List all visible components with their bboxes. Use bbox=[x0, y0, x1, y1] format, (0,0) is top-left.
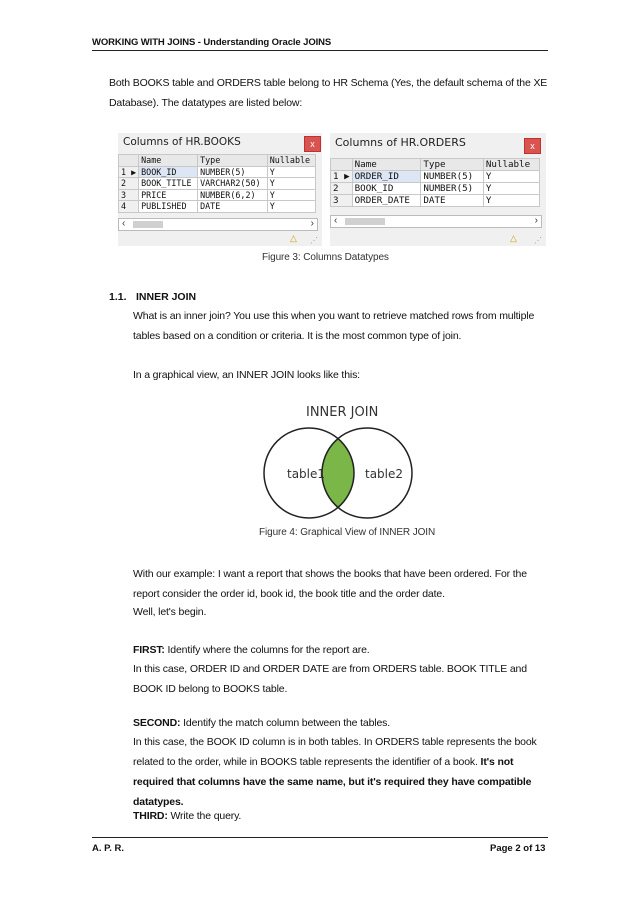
corner-header bbox=[119, 155, 139, 167]
table-row[interactable] bbox=[331, 171, 540, 183]
books-window-title: Columns of HR.BOOKS bbox=[123, 136, 241, 148]
column-header-name[interactable]: Name bbox=[139, 155, 198, 167]
cell-nullable[interactable]: Y bbox=[483, 195, 539, 207]
scroll-right-icon[interactable]: › bbox=[310, 218, 314, 229]
orders-window-title: Columns of HR.ORDERS bbox=[335, 136, 466, 149]
section-number: 1.1. bbox=[109, 291, 127, 303]
inner-join-graphic-intro: In a graphical view, an INNER JOIN looks like this: bbox=[133, 369, 360, 381]
column-header-name[interactable]: Name bbox=[352, 159, 421, 171]
venn-title: INNER JOIN bbox=[306, 405, 379, 420]
third-step-label: THIRD: bbox=[133, 810, 168, 822]
column-header-type[interactable]: Type bbox=[421, 159, 483, 171]
orders-horizontal-scrollbar[interactable] bbox=[330, 215, 542, 228]
books-columns-window bbox=[118, 133, 322, 246]
inner-join-definition: What is an inner join? You use this when you want to retrieve matched rows from multiple tables based on a condition or criteria. It is the most common type of join. bbox=[133, 310, 535, 342]
orders-close-button[interactable]: x bbox=[524, 138, 541, 154]
table-row[interactable] bbox=[119, 201, 316, 213]
page-number: Page 2 of 13 bbox=[490, 843, 546, 854]
intro-paragraph: Both BOOKS table and ORDERS table belong to HR Schema (Yes, the default schema of the XE Database). The datatypes are listed below: bbox=[109, 77, 548, 109]
scroll-left-icon[interactable]: ‹ bbox=[334, 215, 338, 226]
first-step bbox=[133, 640, 549, 660]
scroll-right-icon[interactable]: › bbox=[534, 215, 538, 226]
cell-name[interactable]: BOOK_ID bbox=[139, 166, 198, 178]
scroll-thumb[interactable] bbox=[345, 218, 385, 225]
row-number: 2 bbox=[119, 178, 139, 190]
table-row[interactable] bbox=[331, 195, 540, 207]
row-number: 2 bbox=[331, 183, 353, 195]
cell-nullable[interactable]: Y bbox=[483, 183, 539, 195]
cell-type[interactable]: DATE bbox=[421, 195, 483, 207]
cell-type[interactable]: NUMBER(5) bbox=[421, 183, 483, 195]
cell-name[interactable]: PRICE bbox=[139, 189, 198, 201]
second-step-detail bbox=[133, 732, 549, 812]
orders-columns-grid bbox=[330, 158, 540, 207]
first-step-detail: In this case, ORDER ID and ORDER DATE are from ORDERS table. BOOK TITLE and BOOK ID belong to BOOKS table. bbox=[133, 663, 527, 695]
row-number: 1 ▶ bbox=[331, 171, 353, 183]
running-header: WORKING WITH JOINS - Understanding Oracle JOINS bbox=[92, 37, 332, 48]
cell-name[interactable]: BOOK_TITLE bbox=[139, 178, 198, 190]
column-header-nullable[interactable]: Nullable bbox=[483, 159, 539, 171]
figure-3-caption: Figure 3: Columns Datatypes bbox=[262, 252, 389, 263]
table-row[interactable] bbox=[119, 189, 316, 201]
cell-name[interactable]: PUBLISHED bbox=[139, 201, 198, 213]
cell-type[interactable]: DATE bbox=[198, 201, 268, 213]
cell-type[interactable]: NUMBER(6,2) bbox=[198, 189, 268, 201]
row-number: 1 ▶ bbox=[119, 166, 139, 178]
resize-grip-icon[interactable]: ⋰ bbox=[534, 236, 542, 245]
cell-nullable[interactable]: Y bbox=[483, 171, 539, 183]
cell-type[interactable]: NUMBER(5) bbox=[198, 166, 268, 178]
row-number: 3 bbox=[331, 195, 353, 207]
books-columns-grid bbox=[118, 154, 316, 213]
cell-nullable[interactable]: Y bbox=[267, 178, 315, 190]
lets-begin-text: Well, let's begin. bbox=[133, 606, 207, 618]
orders-columns-window bbox=[330, 133, 546, 246]
row-pointer-icon: ▶ bbox=[344, 171, 350, 182]
footer-rule bbox=[92, 837, 548, 838]
table-row[interactable] bbox=[119, 166, 316, 178]
cell-type[interactable]: NUMBER(5) bbox=[421, 171, 483, 183]
cell-name[interactable]: ORDER_DATE bbox=[352, 195, 421, 207]
books-close-button[interactable]: x bbox=[304, 136, 321, 152]
section-title: INNER JOIN bbox=[136, 291, 197, 303]
second-step-label: SECOND: bbox=[133, 717, 181, 729]
scroll-left-icon[interactable]: ‹ bbox=[122, 218, 126, 229]
second-step-text: Identify the match column between the tables. bbox=[180, 717, 391, 729]
row-pointer-icon: ▶ bbox=[131, 166, 137, 177]
books-horizontal-scrollbar[interactable] bbox=[118, 218, 318, 231]
header-rule bbox=[92, 50, 548, 51]
column-header-type[interactable]: Type bbox=[198, 155, 268, 167]
cell-nullable[interactable]: Y bbox=[267, 201, 315, 213]
warning-icon: △ bbox=[510, 233, 517, 243]
cell-type[interactable]: VARCHAR2(50) bbox=[198, 178, 268, 190]
corner-header bbox=[331, 159, 353, 171]
venn-right-label: table2 bbox=[365, 467, 404, 481]
first-step-label: FIRST: bbox=[133, 644, 165, 656]
table-row[interactable] bbox=[119, 178, 316, 190]
second-step-emphasis: It's not required that columns have the same name, but it's required they have compatible datatypes. bbox=[133, 756, 532, 808]
third-step-text: Write the query. bbox=[167, 810, 242, 822]
third-step bbox=[133, 806, 549, 826]
figure-4-caption: Figure 4: Graphical View of INNER JOIN bbox=[259, 527, 436, 538]
example-paragraph: With our example: I want a report that shows the books that have been ordered. For the report consider the order id, book id, the book title and the order date. bbox=[133, 568, 527, 600]
first-step-text: Identify where the columns for the report are. bbox=[164, 644, 370, 656]
row-number: 3 bbox=[119, 189, 139, 201]
cell-name[interactable]: BOOK_ID bbox=[352, 183, 421, 195]
row-number: 4 bbox=[119, 201, 139, 213]
warning-icon: △ bbox=[290, 233, 297, 243]
table-row[interactable] bbox=[331, 183, 540, 195]
venn-left-label: table1 bbox=[287, 467, 326, 481]
second-step-detail-text: In this case, the BOOK ID column is in both tables. In ORDERS table represents the book related to the order, while in BOOKS table represents the identifier of a book. bbox=[133, 736, 537, 768]
cell-nullable[interactable]: Y bbox=[267, 189, 315, 201]
resize-grip-icon[interactable]: ⋰ bbox=[310, 236, 318, 245]
second-step bbox=[133, 713, 549, 733]
section-heading bbox=[109, 291, 196, 303]
inner-join-venn-diagram bbox=[258, 427, 418, 519]
footer-author: A. P. R. bbox=[92, 843, 125, 854]
cell-nullable[interactable]: Y bbox=[267, 166, 315, 178]
scroll-thumb[interactable] bbox=[133, 221, 163, 228]
cell-name[interactable]: ORDER_ID bbox=[352, 171, 421, 183]
column-header-nullable[interactable]: Nullable bbox=[267, 155, 315, 167]
